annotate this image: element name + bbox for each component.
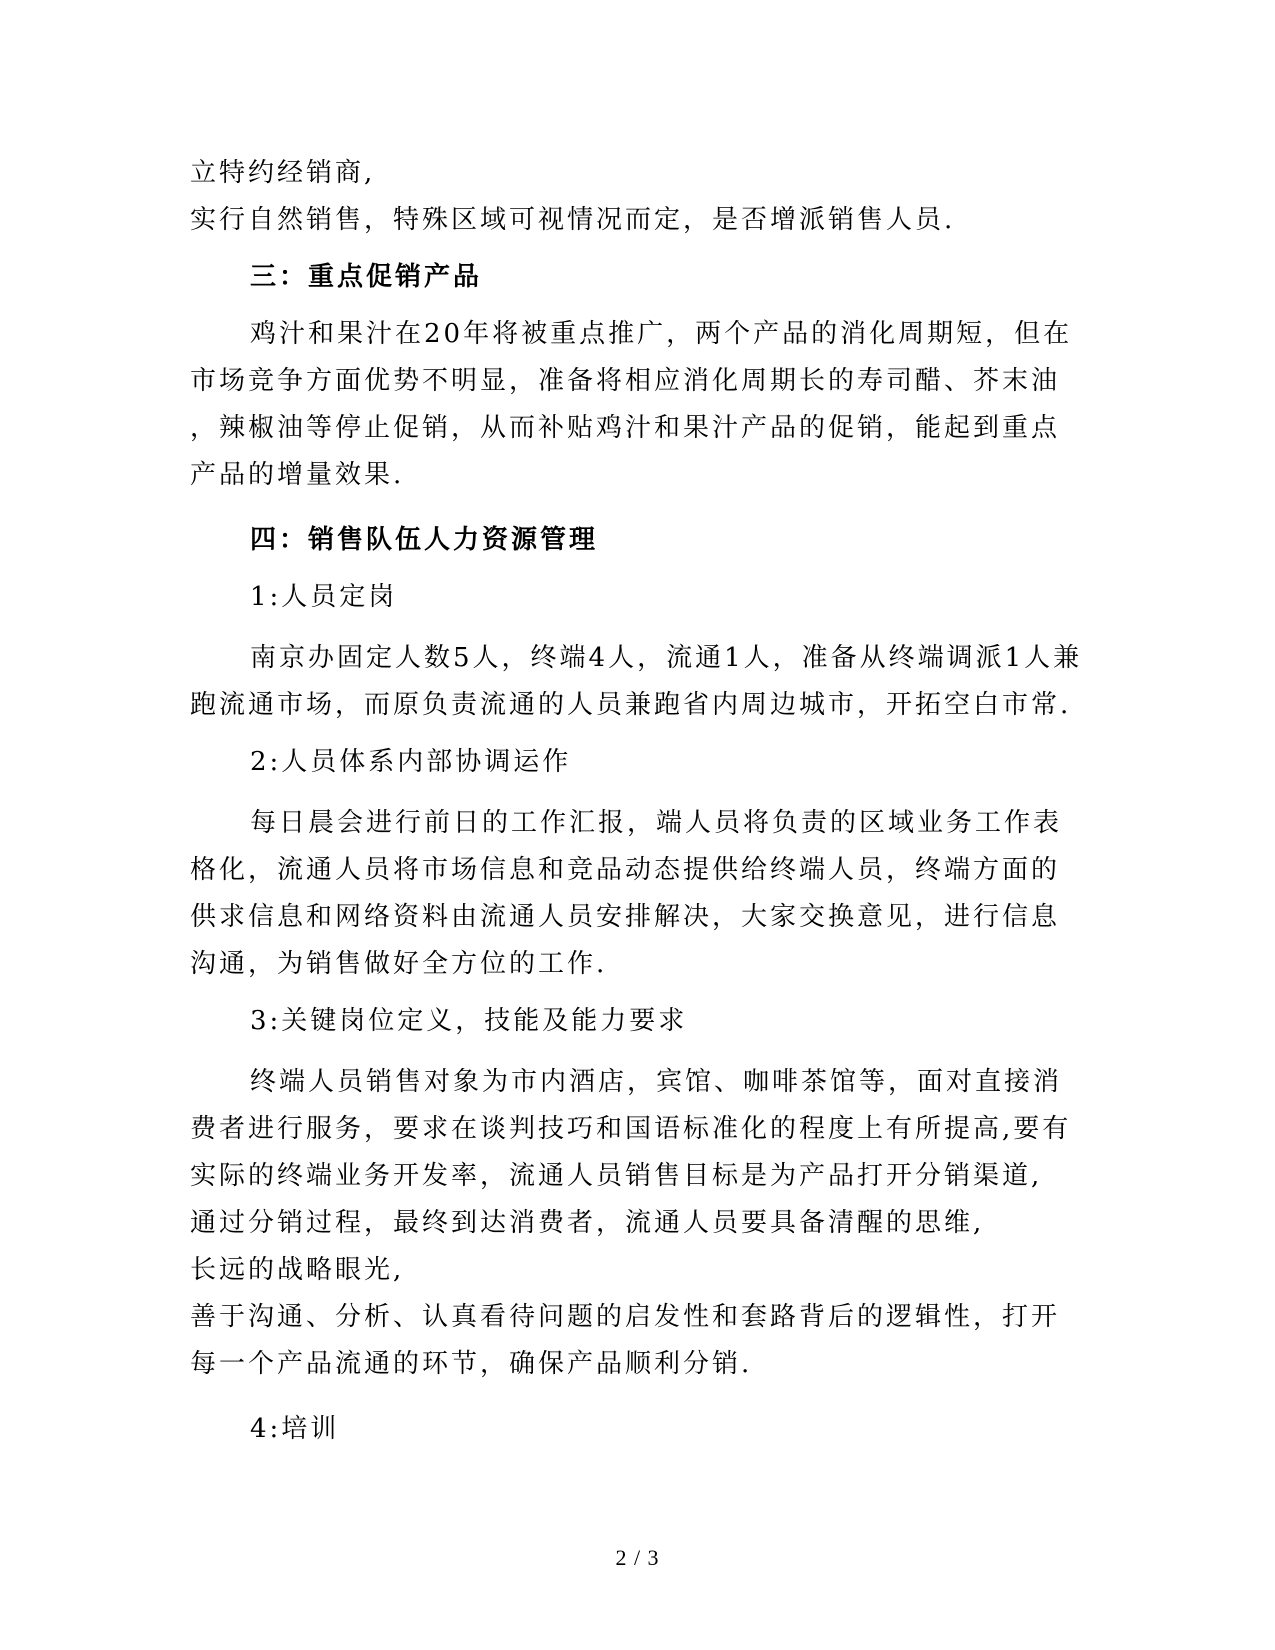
paragraph-line: 每日晨会进行前日的工作汇报，端人员将负责的区域业务工作表 — [250, 808, 1063, 838]
paragraph-line: 跑流通市场，而原负责流通的人员兼跑省内周边城市，开拓空白市常. — [190, 690, 1072, 720]
item3-paragraph — [190, 1059, 1080, 1388]
item2-paragraph — [190, 800, 1080, 988]
item-title-1: 1:人员定岗 — [250, 582, 398, 612]
section3-paragraph — [190, 311, 1080, 499]
page-number: 2 / 3 — [615, 1545, 660, 1570]
document-body — [190, 150, 1083, 1453]
intro-line-2: 实行自然销售，特殊区域可视情况而定，是否增派销售人员. — [190, 205, 956, 235]
paragraph-line: 格化，流通人员将市场信息和竞品动态提供给终端人员，终端方面的 — [190, 855, 1061, 885]
paragraph-line: 沟通，为销售做好全方位的工作. — [190, 949, 608, 979]
item-title-3: 3:关键岗位定义，技能及能力要求 — [250, 1006, 688, 1036]
paragraph-line: 通过分销过程，最终到达消费者，流通人员要具备清醒的思维, — [190, 1208, 985, 1238]
paragraph-line: 供求信息和网络资料由流通人员安排解决，大家交换意见，进行信息 — [190, 902, 1061, 932]
section-heading-4: 四：销售队伍人力资源管理 — [250, 525, 599, 555]
paragraph-line: ，辣椒油等停止促销，从而补贴鸡汁和果汁产品的促销，能起到重点 — [190, 413, 1061, 443]
item-title-2: 2:人员体系内部协调运作 — [250, 747, 572, 777]
paragraph-line: 终端人员销售对象为市内酒店，宾馆、咖啡茶馆等，面对直接消 — [250, 1067, 1063, 1097]
paragraph-line: 长远的战略眼光, — [190, 1255, 405, 1285]
paragraph-line: 费者进行服务，要求在谈判技巧和国语标准化的程度上有所提高,要有 — [190, 1114, 1072, 1144]
item1-paragraph — [190, 635, 1083, 729]
paragraph-line: 实际的终端业务开发率，流通人员销售目标是为产品打开分销渠道, — [190, 1161, 1043, 1191]
item-title-4: 4:培训 — [250, 1414, 340, 1444]
paragraph-line: 鸡汁和果汁在20年将被重点推广，两个产品的消化周期短，但在 — [250, 319, 1073, 349]
section-heading-3: 三：重点促销产品 — [250, 262, 483, 292]
paragraph-line: 产品的增量效果. — [190, 460, 405, 490]
paragraph-line: 南京办固定人数5人，终端4人，流通1人，准备从终端调派1人兼 — [250, 643, 1083, 673]
paragraph-line: 市场竞争方面优势不明显，准备将相应消化周期长的寿司醋、芥末油 — [190, 366, 1061, 396]
paragraph-line: 善于沟通、分析、认真看待问题的启发性和套路背后的逻辑性，打开 — [190, 1302, 1061, 1332]
intro-line-1: 立特约经销商, — [190, 158, 376, 188]
paragraph-line: 每一个产品流通的环节，确保产品顺利分销. — [190, 1349, 753, 1379]
